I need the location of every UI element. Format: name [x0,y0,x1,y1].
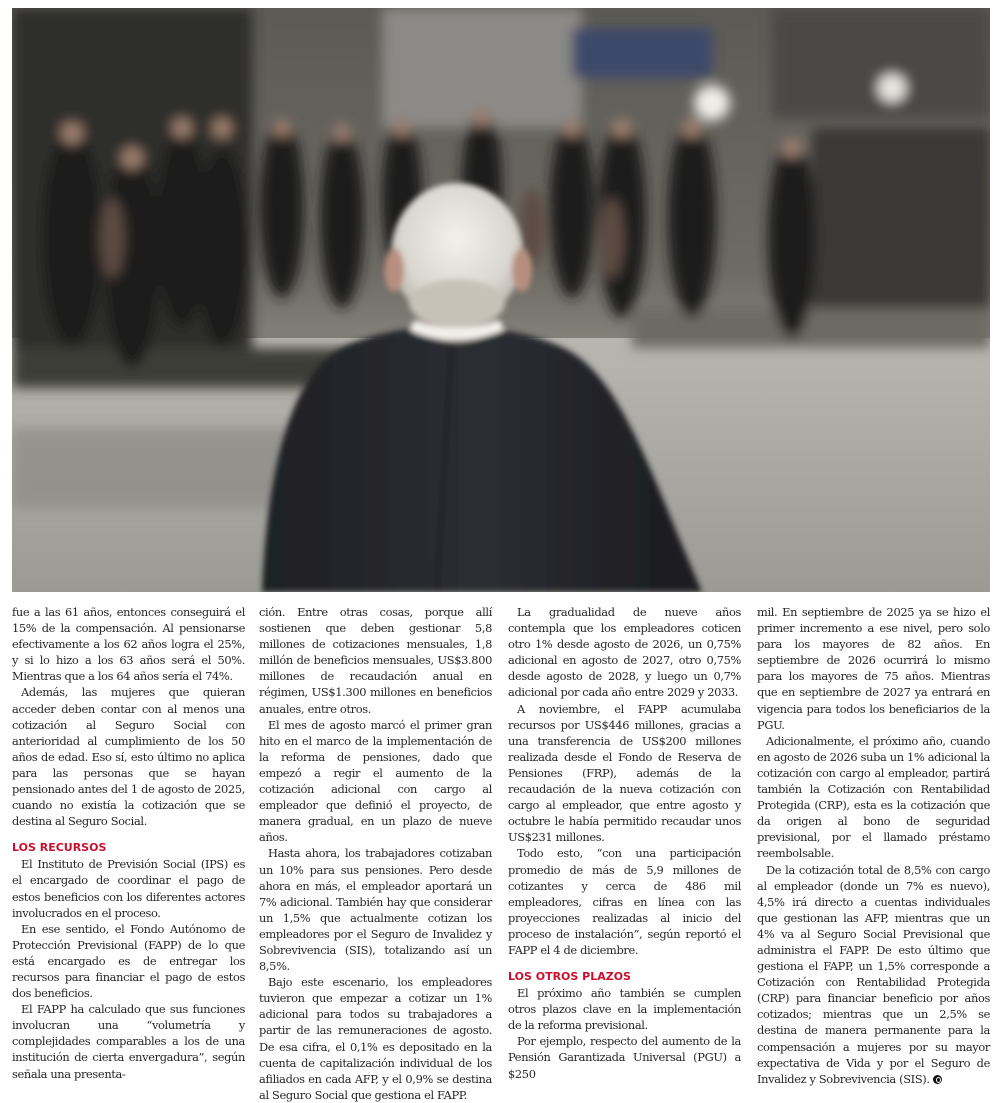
paragraph: La gradualidad de nueve años contempla que los empleadores coticen otro 1% desde agosto de 2026, un 0,75% adicional en agosto de 2027, otro 0,75% desde agosto de 2028, y luego un 0,7% adicional por cada año entre 2029 y 2033. [508,605,741,700]
paragraph: fue a las 61 años, entonces conseguirá el 15% de la compensación. Al pensionarse efectivamente a los 62 años logra el 25%, y si lo hizo a los 63 años será el 50%. Mientras que a los 64 años sería el 74%. [12,605,245,684]
section-heading: LOS RECURSOS [12,841,107,855]
paragraph: ción. Entre otras cosas, porque allí sostienen que deben gestionar 5,8 millones de cotizaciones mensuales, 1,8 millón de beneficios mensuales, US$3.800 millones de recaudación anual en régimen, US$1.300 millones en beneficios anuales, entre otros. [259,605,492,716]
paragraph: El próximo año también se cumplen otros plazos clave en la implementación de la reforma previsional. [508,986,741,1033]
column-4 [757,604,990,1087]
paragraph: Además, las mujeres que quieran acceder deben contar con al menos una cotización al Seguro Social con anterioridad al cumplimiento de los 50 años de edad. Eso sí, esto último no aplica para las personas que se hayan pensionado antes del 1 de agosto de 2025, cuando no existía la cotización que se destina al Seguro Social. [12,685,245,829]
article-photo [12,8,990,592]
photo-elderly-man-crowd-icon [12,8,990,592]
column-3 [508,604,741,1082]
column-1 [12,604,245,1082]
paragraph: En ese sentido, el Fondo Autónomo de Protección Previsional (FAPP) de lo que está encargado es de entregar los recursos para financiar el pago de estos dos beneficios. [12,921,245,1001]
section-heading: LOS OTROS PLAZOS [508,970,631,984]
end-of-article-icon [933,1075,942,1084]
paragraph: Por ejemplo, respecto del aumento de la Pensión Garantizada Universal (PGU) a $250 [508,1034,741,1081]
paragraph: Hasta ahora, los trabajadores cotizaban un 10% para sus pensiones. Pero desde ahora en más, el empleador aportará un 7% adicional. También hay que considerar un 1,5% que actualmente cotizan los empleadores por el Seguro de Invalidez y Sobrevivencia (SIS), totalizando así un 8,5%. [259,846,492,974]
paragraph: mil. En septiembre de 2025 ya se hizo el primer incremento a ese nivel, pero solo para los mayores de 82 años. En septiembre de 2026 ocurrirá lo mismo para los mayores de 75 años. Mientras que en septiembre de 2027 ya entrará en vigencia para todos los beneficiarios de la PGU. [757,605,990,732]
paragraph: A noviembre, el FAPP acumulaba recursos por US$446 millones, gracias a una transferencia de US$200 millones realizada desde el Fondo de Reserva de Pensiones (FRP), además de la recaudación de la nueva cotización con cargo al empleador, que entre agosto y octubre le había permitido recaudar unos US$231 millones. [508,701,741,845]
paragraph: El FAPP ha calculado que sus funciones involucran una “volumetría y complejidades comparables a los de una institución de cierta envergadura”, según señala una presenta- [12,1002,245,1081]
paragraph: El mes de agosto marcó el primer gran hito en el marco de la implementación de la reforma de pensiones, dado que empezó a regir el aumento de la cotización adicional con cargo al empleador que definió el proyecto, de manera gradual, en un plazo de nueve años. [259,717,492,845]
column-2 [259,604,492,1103]
paragraph [757,862,990,1087]
paragraph: Adicionalmente, el próximo año, cuando en agosto de 2026 suba un 1% adicional la cotización con cargo al empleador, partirá también la Cotización con Rentabilidad Protegida (CRP), esta es la cotización que da origen al bono de seguridad previsional, por el llamado préstamo reembolsable. [757,733,990,861]
paragraph-text: De la cotización total de 8,5% con cargo al empleador (donde un 7% es nuevo), 4,5% irá directo a cuentas individuales que gestionan las AFP, mientras que un 4% va al Seguro Social Previsional que administra el FAPP. De esto último que gestiona el FAPP, un 1,5% corresponde a Cotización con Rentabilidad Protegida (CRP) para financiar beneficio por años cotizados; mientras que un 2,5% se destina de manera permanente para la compensación a mujeres por su mayor expectativa de Vida y por el Seguro de Invalidez y Sobrevivencia (SIS). [757,862,990,1086]
paragraph: Todo esto, “con una participación promedio de más de 5,9 millones de cotizantes y cerca de 486 mil empleadores, cifras en línea con las proyecciones realizadas al inicio del proceso de instalación”, según reportó el FAPP el 4 de diciembre. [508,846,741,957]
paragraph: Bajo este escenario, los empleadores tuvieron que empezar a cotizar un 1% adicional para todos su trabajadores a partir de las remuneraciones de agosto. De esa cifra, el 0,1% es depositado en la cuenta de capitalización individual de los afiliados en cada AFP, y el 0,9% se destina al Seguro Social que gestiona el FAPP. [259,975,492,1102]
paragraph: El Instituto de Previsión Social (IPS) es el encargado de coordinar el pago de estos beneficios con los diferentes actores involucrados en el proceso. [12,857,245,920]
